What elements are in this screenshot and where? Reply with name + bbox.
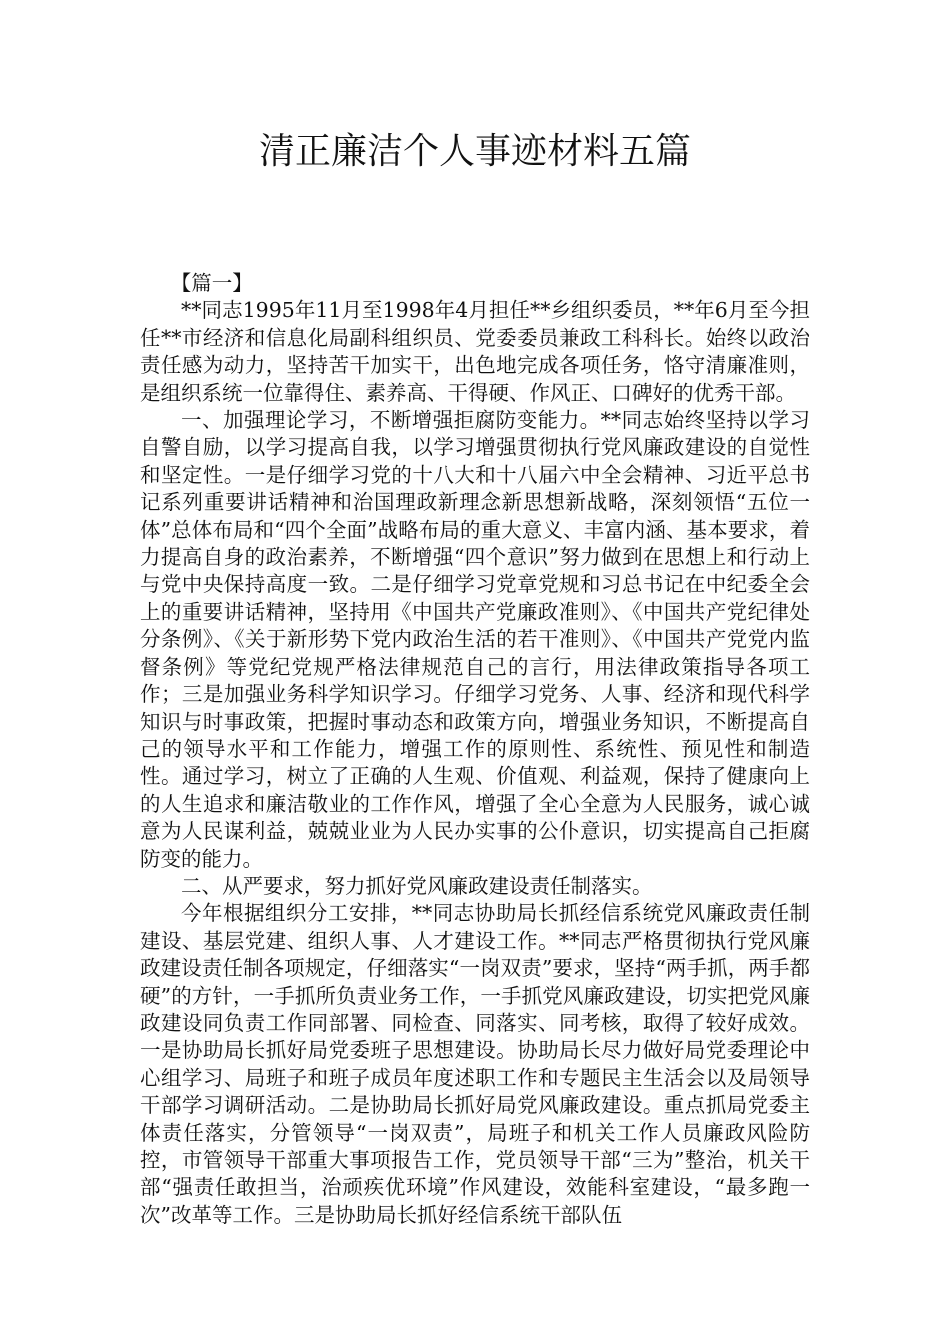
paragraph: **同志1995年11月至1998年4月担任**乡组织委员，**年6月至今担任**市经济和信息化局副科组织员、党委委员兼政工科科长。始终以政治责任感为动力，坚持苦干加实干，出色地完成各项任务，恪守清廉准则，是组织系统一位靠得住、素养高、干得硬、作风正、口碑好的优秀干部。 bbox=[140, 298, 810, 405]
section-label: 【篇一】 bbox=[170, 271, 253, 295]
paragraph: 今年根据组织分工安排，**同志协助局长抓经信系统党风廉政责任制建设、基层党建、组织人事、人才建设工作。**同志严格贯彻执行党风廉政建设责任制各项规定，仔细落实“一岗双责”要求，坚持“两手抓，两手都硬”的方针，一手抓所负责业务工作，一手抓党风廉政建设，切实把党风廉政建设同负责工作同部署、同检查、同落实、同考核，取得了较好成效。一是协助局长抓好局党委班子思想建设。协助局长尽力做好局党委理论中心组学习、局班子和班子成员年度述职工作和专题民主生活会以及局领导干部学习调研活动。二是协助局长抓好局党风廉政建设。重点抓局党委主体责任落实，分管领导“一岗双责”，局班子和机关工作人员廉政风险防控，市管领导干部重大事项报告工作，党员领导干部“三为”整治，机关干部“强责任敢担当，治顽疾优环境”作风建设，效能科室建设，“最多跑一次”改革等工作。三是协助局长抓好经信系统干部队伍 bbox=[140, 901, 810, 1227]
document-body bbox=[140, 270, 810, 1229]
paragraph: 二、从严要求，努力抓好党风廉政建设责任制落实。 bbox=[181, 873, 653, 898]
document-title: 清正廉洁个人事迹材料五篇 bbox=[258, 131, 691, 172]
paragraph: 一、加强理论学习，不断增强拒腐防变能力。**同志始终坚持以学习自警自励，以学习提高自我，以学习增强贯彻执行党风廉政建设的自觉性和坚定性。一是仔细学习党的十八大和十八届六中全会精神、习近平总书记系列重要讲话精神和治国理政新理念新思想新战略，深刻领悟“五位一体”总体布局和“四个全面”战略布局的重大意义、丰富内涵、基本要求，着力提高自身的政治素养，不断增强“四个意识”努力做到在思想上和行动上与党中央保持高度一致。二是仔细学习党章党规和习总书记在中纪委全会上的重要讲话精神，坚持用《中国共产党廉政准则》、《中国共产党纪律处分条例》、《关于新形势下党内政治生活的若干准则》、《中国共产党党内监督条例》等党纪党规严格法律规范自己的言行，用法律政策指导各项工作；三是加强业务科学知识学习。仔细学习党务、人事、经济和现代科学知识与时事政策，把握时事动态和政策方向，增强业务知识，不断提高自己的领导水平和工作能力，增强工作的原则性、系统性、预见性和制造性。通过学习，树立了正确的人生观、价值观、利益观，保持了健康向上的人生追求和廉洁敬业的工作作风，增强了全心全意为人民服务，诚心诚意为人民谋利益，兢兢业业为人民办实事的公仆意识，切实提高自己拒腐防变的能力。 bbox=[140, 408, 810, 871]
